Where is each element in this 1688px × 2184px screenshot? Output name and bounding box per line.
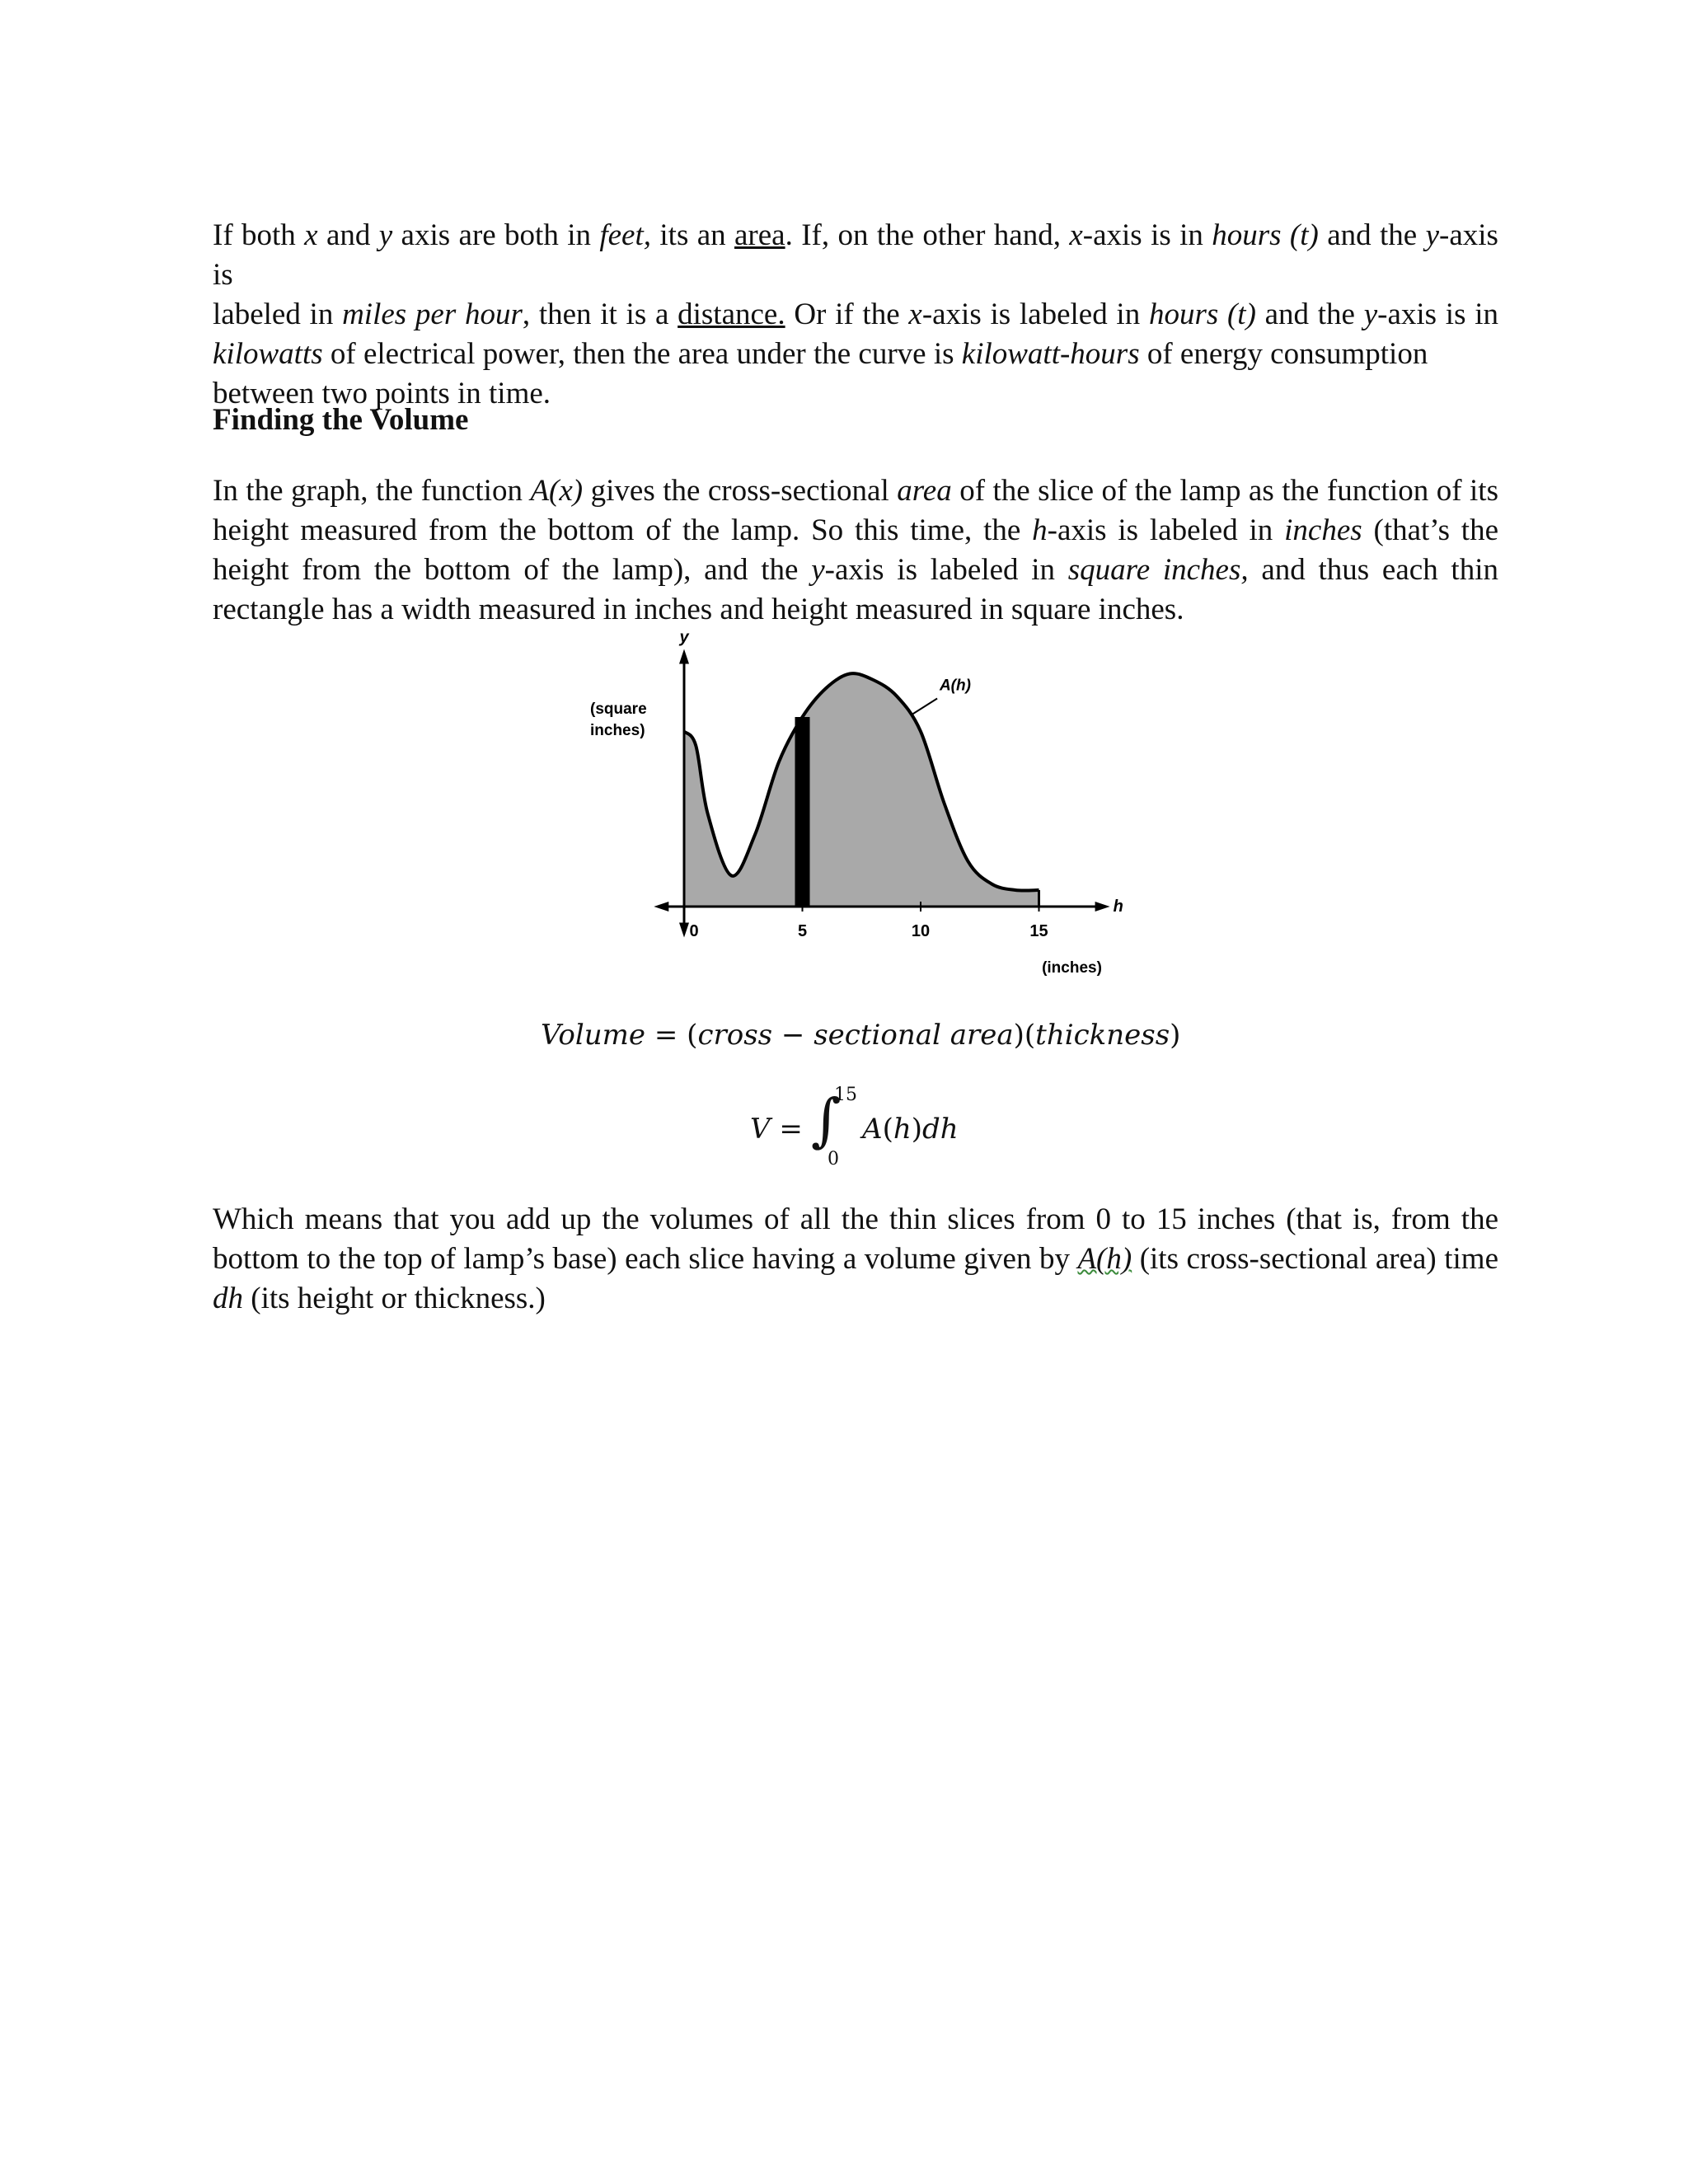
curve-label-pointer (912, 699, 938, 715)
x-tick-label: 15 (1029, 922, 1048, 940)
paragraph-line: height from the bottom of the lamp), and the y-axis is labeled in square inches, and thus each thin (213, 553, 1498, 587)
paragraph-line: rectangle has a width measured in inches and height measured in square inches. (213, 593, 1184, 626)
graph-description-paragraph (213, 471, 1498, 630)
integral-lhs: V = (750, 1113, 803, 1146)
paragraph-line: height measured from the bottom of the lamp. So this time, the h-axis is labeled in inches (that’s the (213, 513, 1499, 547)
highlighted-slice (795, 717, 810, 907)
paragraph-line: dh (its height or thickness.) (213, 1282, 546, 1315)
paragraph-line: If both x and y axis are both in feet, its an area. If, on the other hand, x-axis is in hours (t) and the y-axis is (213, 218, 1498, 292)
integrand: A(h)dh (862, 1113, 959, 1146)
integral-lower-limit: 0 (828, 1149, 839, 1169)
integral-sign: ∫ (811, 1086, 842, 1154)
conclusion-paragraph (213, 1200, 1498, 1319)
curve-label: A(h) (939, 677, 971, 695)
x-tick-label: 0 (689, 922, 699, 940)
y-axis-symbol: y (679, 628, 689, 647)
cross-section-area-chart (577, 628, 1137, 981)
y-axis-arrow-down (679, 923, 689, 938)
paragraph-line: kilowatts of electrical power, then the area under the curve is kilowatt-hours of energy consumption (213, 337, 1428, 371)
integral-upper-limit: 15 (834, 1085, 857, 1105)
volume-equation: Volume = (cross − sectional area)(thickness) (541, 1019, 1181, 1052)
paragraph-line: between two points in time. (213, 377, 551, 410)
paragraph-line: Which means that you add up the volumes of all the thin slices from 0 to 15 inches (that is, from the (213, 1202, 1498, 1236)
paragraph-line: bottom to the top of lamp’s base) each slice having a volume given by A(h) (its cross-sectional area) time (213, 1242, 1498, 1276)
y-axis-arrow-up (679, 649, 689, 664)
section-heading: Finding the Volume (213, 403, 469, 437)
x-axis-arrow-right (1095, 902, 1110, 912)
x-axis-label: (inches) (1042, 959, 1102, 977)
y-axis-label-line1: (square (590, 701, 647, 718)
intro-paragraph (213, 216, 1498, 414)
x-tick-label: 10 (911, 922, 931, 940)
x-axis-arrow-left (654, 902, 668, 912)
x-tick-label: 5 (797, 922, 808, 940)
paragraph-line: labeled in miles per hour, then it is a distance. Or if the x-axis is labeled in hours (t) and the y-axis is in (213, 298, 1498, 331)
y-axis-label-line2: inches) (590, 722, 645, 739)
x-axis-symbol: h (1113, 898, 1123, 916)
paragraph-line: In the graph, the function A(x) gives the cross-sectional area of the slice of the lamp as the function of its (213, 474, 1498, 508)
